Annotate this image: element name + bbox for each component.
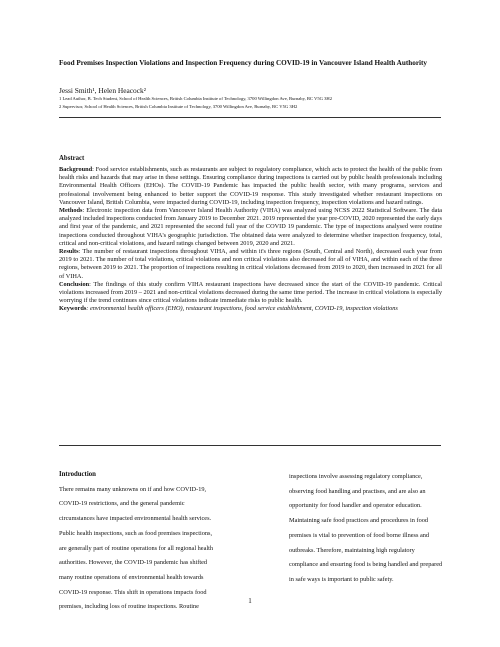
abstract-heading: Abstract (59, 155, 85, 162)
methods-label: Methods (59, 207, 83, 215)
conclusion-text: : The findings of this study confirm VIHA restaurant inspections have decreased since the start of the COVID-19 pandemic. Critical violations increased from 2019 – 2021 and non-critical violations decreased during the same time period. The increase in critical violations is especially worrying if the trend continues since critical violations indicate immediate risks to public health. (59, 280, 442, 305)
methods-text: : Electronic inspection data from Vancouver Island Health Authority (VIHA) was analyzed using NCSS 2022 Statistical Software. The data analyzed included inspections conducted from January 2019 to December 2021. 2019 represented the year pre-COVID, 2020 represented the early days and first year of the pandemic, and 2021 represented the second full year of the COVID 19 pandemic. The type of inspections analysed were routine inspections conducted throughout VIHA's geographic jurisdiction. The obtained data were analyzed to determine whether inspection frequency, total, critical and non-critical violations, and hazard ratings changed between 2019, 2020 and 2021. (59, 207, 442, 247)
paper-title: Food Premises Inspection Violations and Inspection Frequency during COVID-19 in Vancouver Island Health Authority (59, 59, 428, 67)
abstract-background (59, 166, 442, 207)
introduction-text-right: inspections involve assessing regulatory compliance, observing food handling and practises, and are also an opportunity for food handler and operator education. Maintaining safe food practices and procedures in food premises is vital to prevention of food borne illness and outbreaks. Therefore, maintaining high regulatory compliance and ensuring food is being handled and prepared in safe ways is important to public safety. (289, 473, 443, 583)
page-number: 1 (248, 597, 252, 605)
introduction-text-left: There remains many unknowns on if and how COVID-19, COVID-19 restrictions, and the general pandemic circumstances have impacted environmental health services. Public health inspections, such as food premises inspections, are generally part of routine operations for all regional health authorities. However, the COVID-19 pandemic has shifted many routine operations of environmental health towards COVID-19 response. This shift in operations impacts food premises, including loss of routine inspections. Routine (59, 485, 214, 611)
introduction-heading: Introduction (59, 471, 96, 478)
results-text: : The number of restaurant inspections throughout VIHA, and within it's three regions (South, Central and North), decreased each year from 2019 to 2021. The number of total violations, critical violations and non critical violations also decreased for all of VIHA, and within each of the three regions, between 2019 to 2021. The proportion of inspections resulting in critical violations decreased from 2019 to 2020, then increased in 2021 for all of VIHA. (59, 248, 442, 280)
affiliation-1: 1 Lead Author, B. Tech Student, School of Health Sciences, British Columbia Institute of Technology, 3700 Willingdon Ave, Burnaby, BC V5G 3H2 (59, 96, 333, 101)
abstract-keywords (59, 305, 442, 313)
background-text: : Food service establishments, such as restaurants are subject to regulatory compliance, which acts to protect the health of the public from health risks and hazards that may arise in these settings. Ensuring compliance during inspections is carried out by public health professionals including Environmental Health Officers (EHOs). The COVID-19 Pandemic has impacted the public health sector, with many programs, services and professional involvement being enhanced to better support the COVID-19 response. This study investigated whether restaurant inspections on Vancouver Island, British Columbia, were impacted during COVID-19, including inspection frequency, inspection violations and hazard ratings. (59, 166, 442, 206)
keywords-label: Keywords (59, 305, 87, 313)
abstract-methods (59, 207, 442, 248)
results-label: Results (59, 248, 79, 256)
abstract-body (59, 166, 442, 314)
background-label: Background (59, 166, 93, 173)
abstract-divider (59, 445, 441, 446)
abstract-results (59, 248, 442, 281)
abstract-conclusion (59, 281, 442, 306)
introduction-left-column (59, 468, 219, 615)
introduction-right-column (289, 470, 444, 588)
author-list: Jessi Smith¹, Helen Heacock² (59, 86, 146, 95)
affiliation-2: 2 Supervisor, School of Health Sciences, British Columbia Institute of Technology, 3700 Willingdon Ave, Burnaby, BC V5G 3H2 (59, 104, 298, 109)
header-divider (59, 117, 441, 118)
conclusion-label: Conclusion (59, 280, 90, 288)
keywords-text: : environmental health officers (EHO), restaurant inspections, food service establishment, COVID-19, inspection violations (86, 305, 398, 313)
